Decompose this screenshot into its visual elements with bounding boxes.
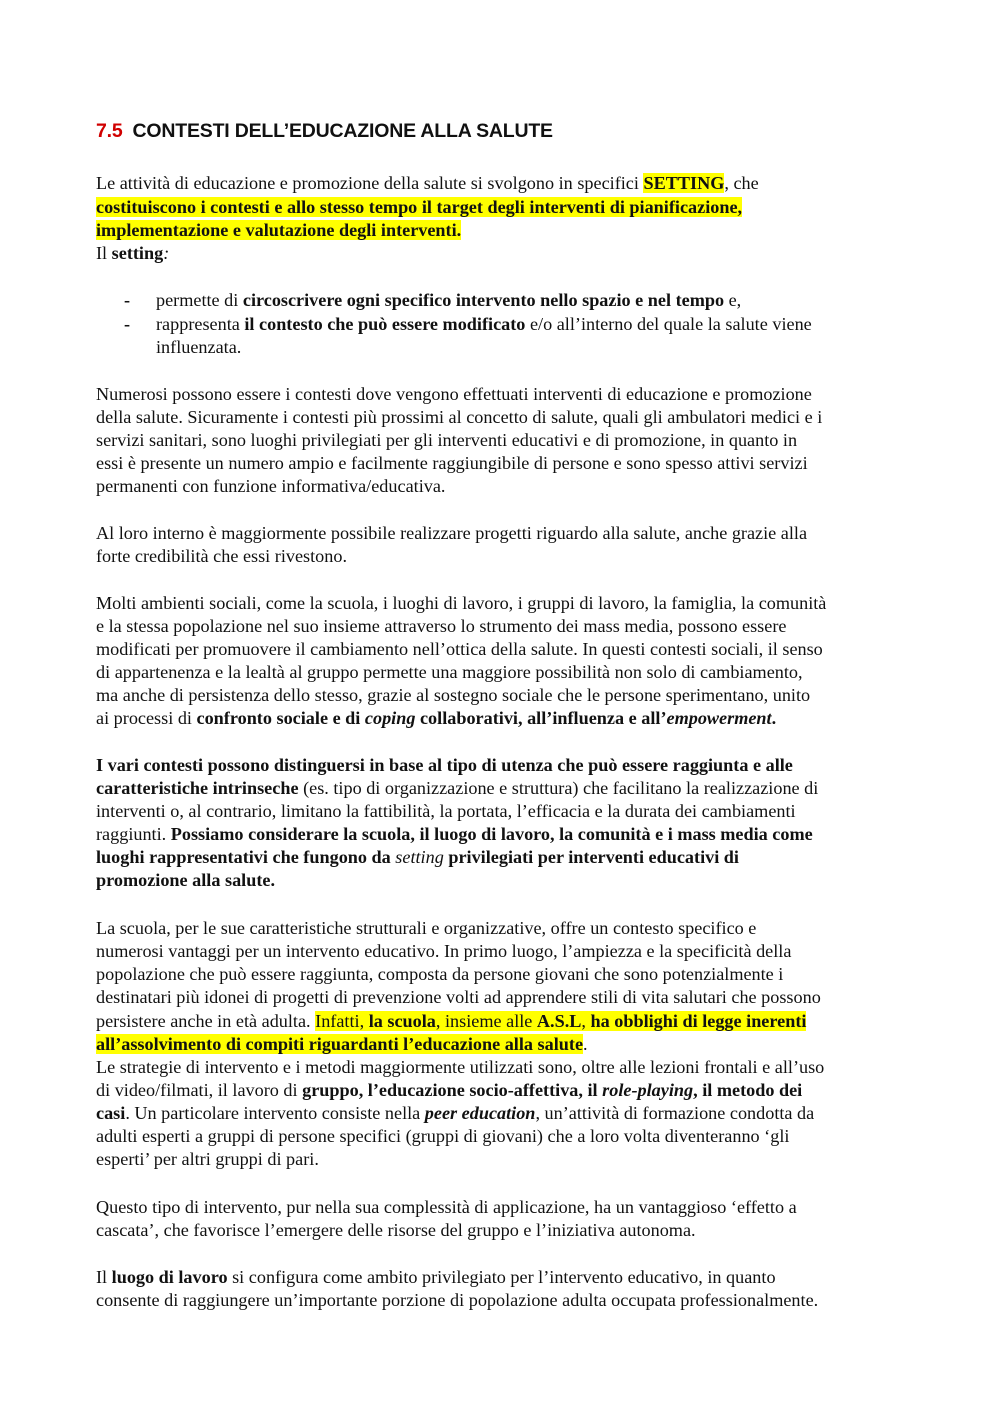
text-run: di video/filmati, il lavoro di (96, 1080, 303, 1100)
bold-italic-text: empowerment (666, 708, 772, 728)
bold-text: gruppo, l’educazione socio-affettiva, il (302, 1080, 603, 1100)
section-heading (96, 120, 553, 143)
text-run: e/o all’interno del quale la salute viene (525, 314, 812, 334)
paragraph-line (96, 754, 793, 777)
text-run: permette di (156, 290, 243, 310)
text-run: , che (724, 173, 759, 193)
text-run: (es. tipo di organizzazione e struttura) che facilitano la realizzazione di (298, 778, 819, 798)
bold-text: privilegiati per interventi educativi di (443, 847, 739, 867)
bold-italic-text: role-playing (602, 1080, 694, 1100)
highlighted-text: A.S.L (536, 1011, 582, 1031)
highlighted-text: , insieme alle (435, 1011, 537, 1031)
bold-text: casi (96, 1103, 126, 1123)
text-run: , un’attività di formazione condotta da (535, 1103, 815, 1123)
text-run: rappresenta (156, 314, 245, 334)
bullet-dash: - (124, 314, 131, 334)
paragraph-line: Le strategie di intervento e i metodi maggiormente utilizzati sono, oltre alle lezioni frontali e all’uso (96, 1057, 825, 1077)
bold-text: circoscrivere ogni specifico intervento nello spazio e nel tempo (242, 290, 725, 310)
text-run: si configura come ambito privilegiato per l’intervento educativo, in quanto (227, 1267, 776, 1287)
paragraph-line: della salute. Sicuramente i contesti più prossimi al concetto di salute, quali gli ambulatori medici e i (96, 407, 823, 427)
paragraph-line (96, 219, 461, 242)
paragraph-line: cascata’, che favorisce l’emergere delle risorse del gruppo e l’iniziativa autonoma. (96, 1220, 696, 1240)
text-run: Il (96, 243, 112, 263)
highlighted-text: la scuola (368, 1011, 436, 1031)
bold-text: Possiamo considerare la scuola, il luogo di lavoro, la comunità e i mass media come (170, 824, 813, 844)
paragraph-line (96, 707, 776, 730)
paragraph-line: ma anche di persistenza dello stesso, grazie al sostegno sociale che le persone sperimentano, unito (96, 685, 811, 705)
paragraph-line: Questo tipo di intervento, pur nella sua complessità di applicazione, ha un vantaggioso ‘effetto a (96, 1197, 797, 1217)
highlighted-text: implementazione e valutazione degli interventi. (96, 220, 462, 240)
text-run: . (583, 1034, 588, 1054)
bold-italic-text: coping (364, 708, 416, 728)
text-run: ai processi di (96, 708, 197, 728)
highlighted-text: ha obblighi di legge inerenti (590, 1011, 807, 1031)
text-run: . Un particolare intervento consiste nella (125, 1103, 425, 1123)
paragraph-line: e la stessa popolazione nel suo insieme attraverso lo strumento dei mass media, possono essere (96, 616, 787, 636)
highlighted-text: costituiscono i contesti e allo stesso tempo il target degli interventi di pianificazione, (96, 197, 743, 217)
paragraph-line (96, 1266, 776, 1289)
paragraph-line: modificati per promuovere il cambiamento nell’ottica della salute. In questi contesti sociali, il senso (96, 639, 823, 659)
bullet-dash: - (124, 290, 131, 310)
bold-text: il contesto che può essere modificato (244, 314, 526, 334)
bold-text: . (771, 708, 777, 728)
paragraph-line: forte credibilità che essi rivestono. (96, 546, 348, 566)
paragraph-line (96, 846, 739, 869)
bold-text: , il metodo dei (693, 1080, 803, 1100)
paragraph-line: permanenti con funzione informativa/educativa. (96, 476, 446, 496)
paragraph-line: esperti’ per altri gruppi di pari. (96, 1149, 319, 1169)
paragraph-line: interventi o, al contrario, limitano la fattibilità, la portata, l’efficacia e la durata dei cambiamenti (96, 801, 796, 821)
paragraph-line: popolazione che può essere raggiunta, composta da persone giovani che sono potenzialmente i (96, 964, 784, 984)
bold-text: caratteristiche intrinseche (96, 778, 299, 798)
paragraph-line: adulti esperti a gruppi di persone specifici (gruppi di giovani) che a loro volta diventeranno ‘gli (96, 1126, 790, 1146)
text-run: raggiunti. (96, 824, 171, 844)
highlighted-text: , (581, 1011, 591, 1031)
bold-text: I vari contesti possono distinguersi in base al tipo di utenza che può essere raggiunta e alle (96, 755, 793, 775)
paragraph-line (96, 242, 169, 265)
paragraph-line (96, 777, 818, 800)
bullet-item (156, 313, 812, 336)
paragraph-line (96, 1033, 588, 1056)
section-number: 7.5 (96, 120, 123, 142)
text-run: e, (724, 290, 742, 310)
paragraph-line (96, 196, 742, 219)
paragraph-line: Molti ambienti sociali, come la scuola, i luoghi di lavoro, i gruppi di lavoro, la famiglia, la comunità (96, 593, 827, 613)
bold-text: collaborativi, all’influenza e all’ (415, 708, 667, 728)
paragraph-line (96, 1102, 814, 1125)
text-run: : (163, 243, 170, 263)
highlighted-keyword: SETTING (643, 173, 725, 193)
paragraph-line (96, 172, 759, 195)
text-run: Il (96, 1267, 112, 1287)
paragraph-line: essi è presente un numero ampio e facilmente raggiungibile di persone e sono spesso attivi servizi (96, 453, 808, 473)
paragraph-line: di appartenenza e la lealtà al gruppo permette una maggiore possibilità non solo di cambiamento, (96, 662, 803, 682)
bold-text: setting (111, 243, 164, 263)
paragraph-line: servizi sanitari, sono luoghi privilegiati per gli interventi educativi e di promozione, in quanto in (96, 430, 798, 450)
paragraph-line: La scuola, per le sue caratteristiche strutturali e organizzative, offre un contesto specifico e (96, 918, 757, 938)
paragraph-line (96, 869, 275, 892)
paragraph-line (96, 823, 813, 846)
text-run: Le attività di educazione e promozione della salute si svolgono in specifici (96, 173, 644, 193)
italic-text: setting (395, 847, 444, 867)
bold-text: luoghi rappresentativi che fungono da (96, 847, 396, 867)
bold-italic-text: peer education (424, 1103, 536, 1123)
paragraph-line: destinatari più idonei di progetti di prevenzione volti ad apprendere stili di vita salutari che possono (96, 987, 821, 1007)
highlighted-text: Infatti, (315, 1011, 369, 1031)
paragraph-line: consente di raggiungere un’importante porzione di popolazione adulta occupata professionalmente. (96, 1290, 819, 1310)
bullet-item-continuation: influenzata. (156, 337, 242, 357)
bold-text: promozione alla salute. (96, 870, 276, 890)
highlighted-text: all’assolvimento di compiti riguardanti l’educazione alla salute (96, 1034, 584, 1054)
section-title: CONTESTI DELL’EDUCAZIONE ALLA SALUTE (132, 120, 553, 142)
paragraph-line: Al loro interno è maggiormente possibile realizzare progetti riguardo alla salute, anche grazie alla (96, 523, 808, 543)
bullet-item (156, 289, 741, 312)
text-run: persistere anche in età adulta. (96, 1011, 316, 1031)
paragraph-line (96, 1010, 806, 1033)
bold-text: confronto sociale e di (196, 708, 365, 728)
paragraph-line: numerosi vantaggi per un intervento educativo. In primo luogo, l’ampiezza e la specificità della (96, 941, 792, 961)
paragraph-line: Numerosi possono essere i contesti dove vengono effettuati interventi di educazione e promozione (96, 384, 812, 404)
bold-text: luogo di lavoro (111, 1267, 228, 1287)
paragraph-line (96, 1079, 802, 1102)
